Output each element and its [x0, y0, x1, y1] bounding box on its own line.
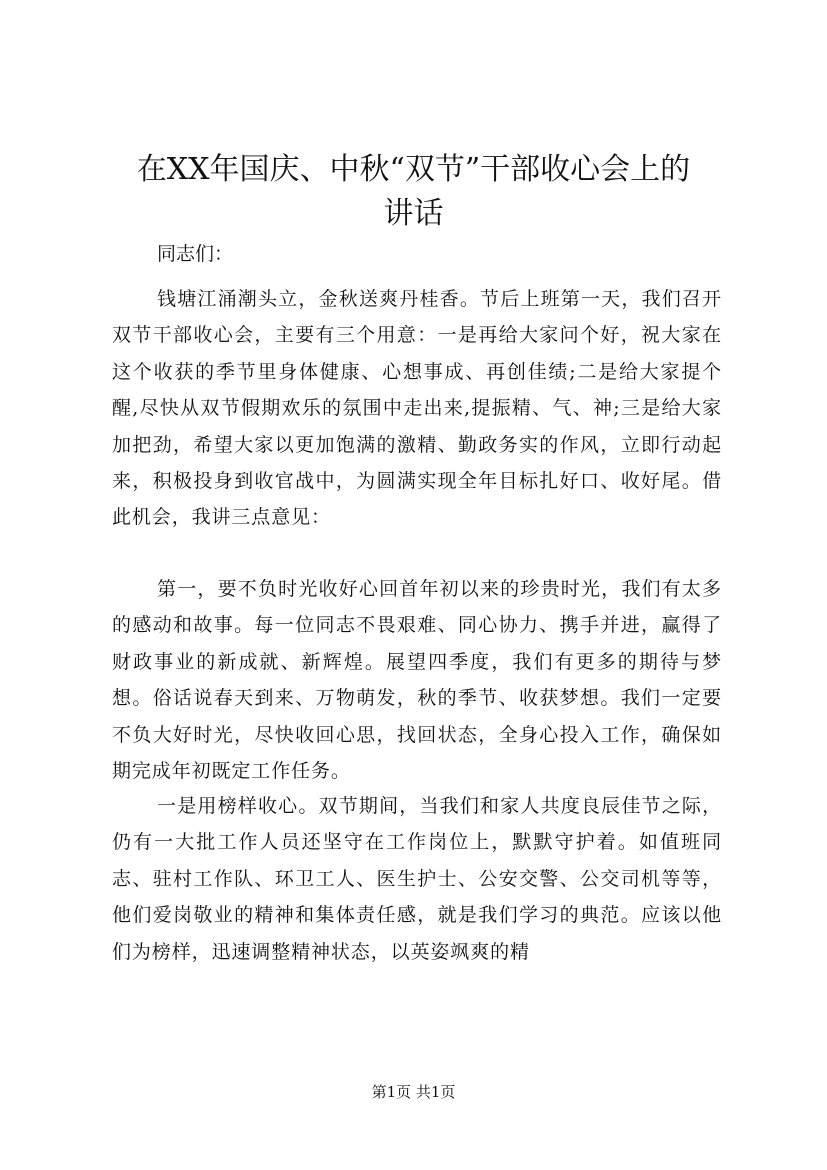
body-paragraph-3: 一是用榜样收心。双节期间，当我们和家人共度良辰佳节之际，仍有一大批工作人员还坚守在工作岗位上，默默守护着。如值班同志、驻村工作队、环卫工人、医生护士、公安交警、公交司机等等，他们爱岗敬业的精神和集体责任感，就是我们学习的典范。应该以他们为榜样，迅速调整精神状态，以英姿飒爽的精 [112, 795, 722, 963]
body-paragraph-2: 第一，要不负时光收好心回首年初以来的珍贵时光，我们有太多的感动和故事。每一位同志不畏艰难、同心协力、携手并进，赢得了财政事业的新成就、新辉煌。展望四季度，我们有更多的期待与梦想。俗话说春天到来、万物萌发，秋的季节、收获梦想。我们一定要不负大好时光，尽快收回心思，找回状态，全身心投入工作，确保如期完成年初既定工作任务。 [112, 578, 722, 783]
page-footer: 第1页 共1页 [371, 1083, 456, 1101]
salutation: 同志们： [157, 243, 234, 265]
document-title-line-2: 讲话 [383, 196, 444, 231]
body-paragraph-1: 钱塘江涌潮头立，金秋送爽丹桂香。节后上班第一天，我们召开双节干部收心会，主要有三个用意：一是再给大家问个好，祝大家在这个收获的季节里身体健康、心想事成、再创佳绩;二是给大家提个醒,尽快从双节假期欢乐的氛围中走出来,提振精、气、神;三是给大家加把劲，希望大家以更加饱满的激精、勤政务实的作风，立即行动起来，积极投身到收官战中，为圆满实现全年目标扎好口、收好尾。借此机会，我讲三点意见： [112, 288, 722, 529]
document-title-line-1: 在XX年国庆、中秋“双节”干部收心会上的 [136, 152, 691, 187]
